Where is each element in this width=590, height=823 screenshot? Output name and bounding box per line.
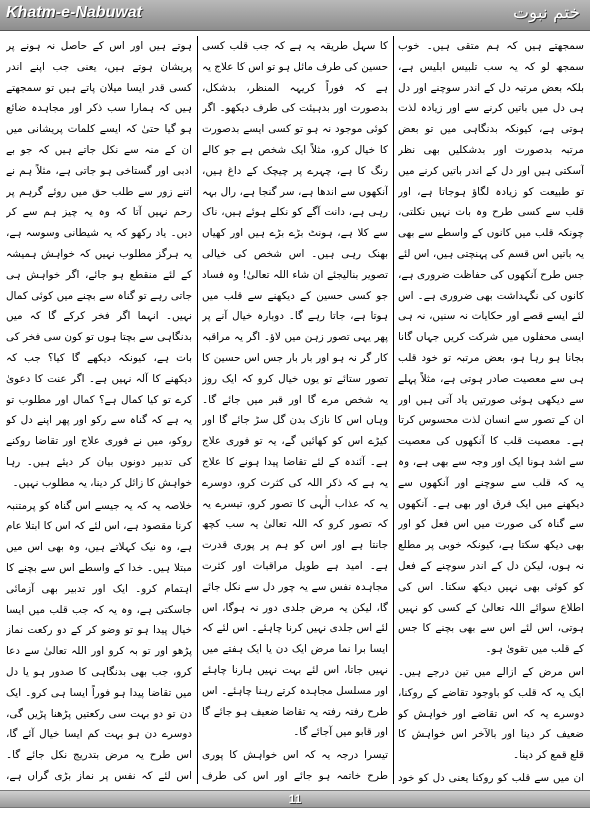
header-band xyxy=(0,0,590,31)
paragraph: کا سہل طریقہ یہ ہے کہ جب قلب کسی حسین کی طرف مائل ہو تو اس کا علاج یہ ہے کہ فوراً کریہہ المنظر، بدشکل، بدصورت اور بدہیئت کی طرف دیکھو۔ اگر کوئی موجود نہ ہو تو کسی ایسے بدصورت کا خیال کرو، مثلاً ایک شخص ہے جو کالے رنگ کا ہے، چہرے پر چیچک کے داغ ہیں، آنکھوں سے اندھا ہے، سر گنجا ہے، رال بہہ رہی ہے، دانت آگے کو نکلے ہوئے ہیں، ناک سے کلا ہے، ہونٹ بڑے بڑے ہیں اور کھیاں بھنک رہی ہیں۔ اس شخص کی خیالی تصویر بنالیجئے ان شاء اللہ تعالیٰ! وہ فساد جو کسی حسین کے دیکھنے سے قلب میں ہوتا ہے، جاتا رہے گا۔ دوبارہ خیال آنے پر پھر یہی تصور زہن میں لاؤ۔ اگر یہ مراقبہ کار گر نہ ہو اور بار بار جس اس حسین کا تصور ستائے تو یوں خیال کرو کہ ایک روز یہ شخص مرے گا اور قبر میں جائے گا۔ وہاں اس کا نازک بدن گل سڑ جائے گا اور کیڑے اس کو کھائیں گے، یہ تو فوری علاج ہے۔ آئندہ کے لئے تقاضا پیدا ہونے کا علاج یہ ہے کہ ذکر اللہ کی کثرت کرو، دوسرے یہ کہ عذاب الٰہی کا تصور کرو، تیسرے یہ کہ تصور کرو کہ اللہ تعالیٰ یہ سب کچھ جانتا ہے اور اس کو ہم پر پوری قدرت ہے۔ امید ہے طویل مراقبات اور کثرت مجاہدہ نفس سے یہ چور دل سے نکل جائے گا، لیکن یہ مرض جلدی دور نہ ہوگا، اس لئے اس جلدی نہیں کرنا چاہئے۔ اس لئے کہ ایسا برا نما مرض ایک دن یا ایک ہفتے میں نہیں جاتا، اس لئے بہت نہیں ہارنا چاہئے اور مسلسل مجاہدہ کرتے رہنا چاہئے۔ اس طرح رفتہ رفتہ یہ تقاضا ضعیف ہو جائے گا اور قابو میں آجائے گا۔ xyxy=(202,40,388,739)
paragraph xyxy=(6,496,192,784)
magazine-title: Khatm-e-Nabuwat xyxy=(6,4,143,21)
paragraph: سمجھتے ہیں کہ ہم متقی ہیں۔ خوب سمجھ لو کہ یہ سب تلبیس ابلیس ہے، بلکہ بعض مرتبہ دل کے اندر سوچنے اور دل ہی دل میں باتیں کرنے سے اور زیادہ لذت ہوتی ہے، کیونکہ بدنگاہی میں تو بعض مرتبہ بدصورت اور بدشکلیں بھی نظر آسکتی ہیں اور دل کے اندر باتیں کرنے میں تو طبیعت کو زیادہ لگاؤ ہوجاتا ہے، اور قلب سے کسی طرح وہ بات نہیں نکلتی، چونکہ قلب میں کانوں کے واسطے سے بھی یہ باتیں اس قسم کی پہنچتی ہیں، اس لئے جس طرح آنکھوں کی حفاظت ضروری ہے، کانوں کی نگہداشت بھی ضروری ہے۔ اس لئے ایسے قصے اور حکایات نہ سنیں، نہ ہی ایسی محفلوں میں شرکت کریں جہاں گانا بجانا ہو رہا ہو، بعض مرتبہ تو خود قلب ہی سے معصیت صادر ہوتی ہے، مثلاً پہلے سے دیکھی ہوئی صورتیں یاد آتی ہیں اور ان کے تصور سے انسان لذت محسوس کرتا ہے۔ معصیت قلب کا آنکھوں کی معصیت سے اشد ہونا ایک اور وجہ سے بھی ہے، وہ یہ کہ قلب سے سوچنے اور آنکھوں سے دیکھنے میں ایک فرق اور بھی ہے۔ آنکھوں سے گناہ کی صورت میں اس فعل کو اور بھی دیکھ سکتا ہے، کیونکہ خوبی پر مطلع نہ ہوں، لیکن دل کے اندر سوچنے کے فعل کو کوئی بھی نہیں دیکھ سکتا۔ اس کی اطلاع سوائے اللہ تعالیٰ کے کسی کو نہیں ہوتی، اس لئے اس سے بھی بچنے کا جس کے قلب میں تقویٰ ہو۔ xyxy=(398,40,584,656)
paragraph: ان میں سے قلب کو روکنا یعنی دل کو خود xyxy=(398,771,584,784)
column-middle xyxy=(202,36,388,784)
column-divider xyxy=(393,36,394,784)
magazine-logo: ختم نبوت xyxy=(512,3,580,23)
column-left xyxy=(6,36,192,784)
article-columns xyxy=(6,36,584,784)
page-number: 11 xyxy=(288,792,302,806)
paragraph: تیسرا درجہ یہ کہ اس خواہش کا پوری طرح خاتمہ ہو جائے اور اس کی طرف xyxy=(202,749,388,782)
paragraph: ہوتے ہیں اور اس کے حاصل نہ ہونے پر پریشان ہوتے ہیں، یعنی جب اپنے اندر کسی قدر ایسا میلان پاتے ہیں تو سمجھتے ہیں کہ ہمارا سب ذکر اور مجاہدہ ضائع ہو گیا حتیٰ کہ ایسے کلمات پریشانی میں ان کے منہ سے نکل جاتے ہیں کہ جو بے ادبی اور گستاخی ہو جاتی ہے، مثلاً ہم نے اتنے زور سے طلب حق میں روئے گرہم پر رحم نہیں آتا کہ وہ یہ چیز ہم سے کر دیں۔ یاد رکھو کہ یہ شیطانی وسوسہ ہے، یہ ہرگز مطلوب نہیں کہ خواہش ہمیشہ کے لئے منقطع ہو جائے، اگر خواہش ہی جاتی رہے تو گناہ سے بچنے میں کوئی کمال نہیں۔ انہما اگر فخر کرکے گا کہ میں بدنگاہی سے بچتا ہوں تو کون سی فخر کی بات ہے، کیونکہ دیکھے گا کیا؟ جب کہ دیکھنے کا آلہ نہیں ہے۔ اگر عنت کا دعویٰ کرے تو کیا کمال ہے؟ کمال اور مطلوب تو یہ ہے کہ گناہ سے رکو اور پھر اپنے دل کو روکو، میں نے فوری علاج اور تقاضا روکنے کی تدبیر دونوں بیان کر دیئے ہیں۔ رہا خواہش کا زائل کر دینا، یہ مطلوب نہیں۔ xyxy=(6,40,192,489)
column-right xyxy=(398,36,584,784)
column-divider xyxy=(197,36,198,784)
paragraph-text: خلاصہ یہ کہ یہ جیسے اس گناہ کو پرمتنبہ کرنا مقصود ہے، اس لئے کہ اس کا ابتلا عام ہے، وہ نیک کہلاتے ہیں، وہ بھی اس میں مبتلا ہیں۔ خدا کے واسطے اس سے بچنے کا اہتمام کرو۔ ایک اور تدبیر بھی آزمائی جاسکتی ہے، وہ یہ کہ جب قلب میں ایسا خیال پیدا ہو تو وضو کر کے دو رکعت نماز پڑھو اور تو بہ کرو اور اللہ تعالیٰ سے دعا کرو، جب بھی بدنگاہی کا صدور ہو یا دل میں تقاضا پیدا ہو فوراً ایسا ہی کرو۔ ایک دن تو دو بہت سی رکعتیں پڑھنا پڑیں گی، دوسرے دن ہو بہت کم ایسا خیال آئے گا، اس طرح یہ مرض بتدریج نکل جائے گا۔ اس لئے کہ نفس پر نماز بڑی گراں ہے، xyxy=(6,499,192,782)
paragraph: اس مرض کے ازالے میں تین درجے ہیں۔ ایک یہ کہ قلب کو باوجود تقاضے کے روکنا، دوسرے یہ کہ اس تقاضے اور خواہش کو ضعیف کر دینا اور بالآخر اس خواہش کا قلع قمع کر دینا۔ xyxy=(398,665,584,762)
